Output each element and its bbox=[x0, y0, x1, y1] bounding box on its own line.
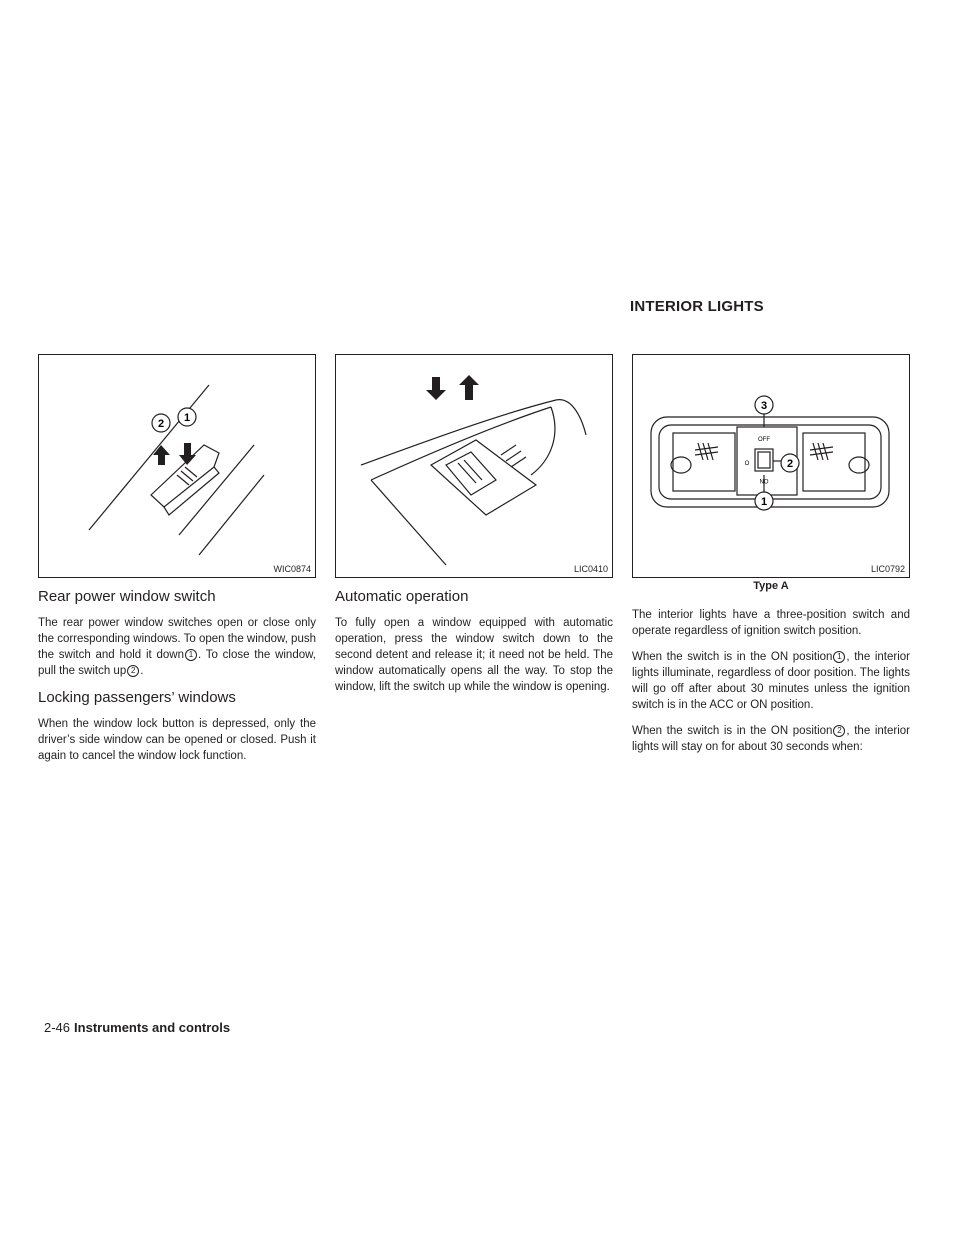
page-footer bbox=[44, 1020, 230, 1035]
section-title: INTERIOR LIGHTS bbox=[630, 298, 764, 315]
callout-3: 3 bbox=[760, 400, 768, 412]
text: , the interior lights will stay on for about 30 seconds when: bbox=[632, 725, 910, 753]
heading-locking-windows: Locking passengers’ windows bbox=[38, 689, 236, 706]
number-2-icon: 2 bbox=[127, 665, 139, 677]
callout-2: 2 bbox=[157, 418, 165, 430]
switch-text-off: OFF bbox=[758, 437, 770, 443]
column-3 bbox=[632, 607, 910, 765]
text: , the interior lights illuminate, regardless of door position. The lights will go off after about 30 minutes unless the ignition switch is in the ACC or ON position. bbox=[632, 651, 910, 711]
column-2 bbox=[335, 588, 613, 705]
number-1-icon: 1 bbox=[833, 651, 845, 663]
callout-2: 2 bbox=[786, 458, 794, 470]
paragraph-automatic: To fully open a window equipped with automatic operation, press the window switch down to the second detent and release it; it need not be held. The window automatically opens all the way. To stop the window, lift the switch up while the window is opening. bbox=[335, 617, 613, 693]
figure-automatic-operation bbox=[335, 354, 613, 578]
figure-code: LIC0792 bbox=[870, 564, 905, 574]
paragraph-interior-1: The interior lights have a three-position switch and operate regardless of ignition switch position. bbox=[632, 609, 910, 637]
interior-light-illustration bbox=[633, 355, 911, 579]
switch-text-door: O bbox=[744, 461, 750, 467]
text: When the switch is in the ON position bbox=[632, 725, 833, 737]
automatic-window-switch-illustration bbox=[336, 355, 614, 579]
callout-1: 1 bbox=[760, 496, 768, 508]
callout-1: 1 bbox=[183, 412, 191, 424]
switch-text-on: ON bbox=[759, 477, 769, 483]
arrow-up-icon bbox=[459, 375, 479, 400]
chapter-title: Instruments and controls bbox=[74, 1020, 231, 1035]
figure-code: WIC0874 bbox=[273, 564, 311, 574]
paragraph-interior-3 bbox=[632, 723, 910, 755]
figure-rear-window-switch bbox=[38, 354, 316, 578]
figure-interior-lights bbox=[632, 354, 910, 578]
text: . To close the window, pull the switch up bbox=[38, 649, 316, 677]
column-1 bbox=[38, 588, 316, 774]
arrow-down-icon bbox=[179, 443, 196, 465]
heading-rear-power-window-switch: Rear power window switch bbox=[38, 588, 216, 605]
paragraph-locking: When the window lock button is depressed, only the driver’s side window can be opened or closed. Push it again to cancel the window lock function. bbox=[38, 718, 316, 762]
paragraph-interior-2 bbox=[632, 649, 910, 713]
page-number: 2-46 bbox=[44, 1020, 71, 1035]
heading-automatic-operation: Automatic operation bbox=[335, 588, 469, 605]
paragraph-rear-window bbox=[38, 615, 316, 679]
text: When the switch is in the ON position bbox=[632, 651, 833, 663]
rear-window-switch-illustration bbox=[39, 355, 317, 579]
text: . bbox=[140, 665, 144, 677]
figure-code: LIC0410 bbox=[573, 564, 608, 574]
number-2-icon: 2 bbox=[833, 725, 845, 737]
text: The rear power window switches open or close only the corresponding windows. To open the window, push the switch and hold it down bbox=[38, 617, 316, 661]
arrow-up-icon bbox=[153, 445, 170, 465]
number-1-icon: 1 bbox=[185, 649, 197, 661]
figure-caption: Type A bbox=[753, 580, 789, 592]
arrow-down-icon bbox=[426, 377, 446, 400]
